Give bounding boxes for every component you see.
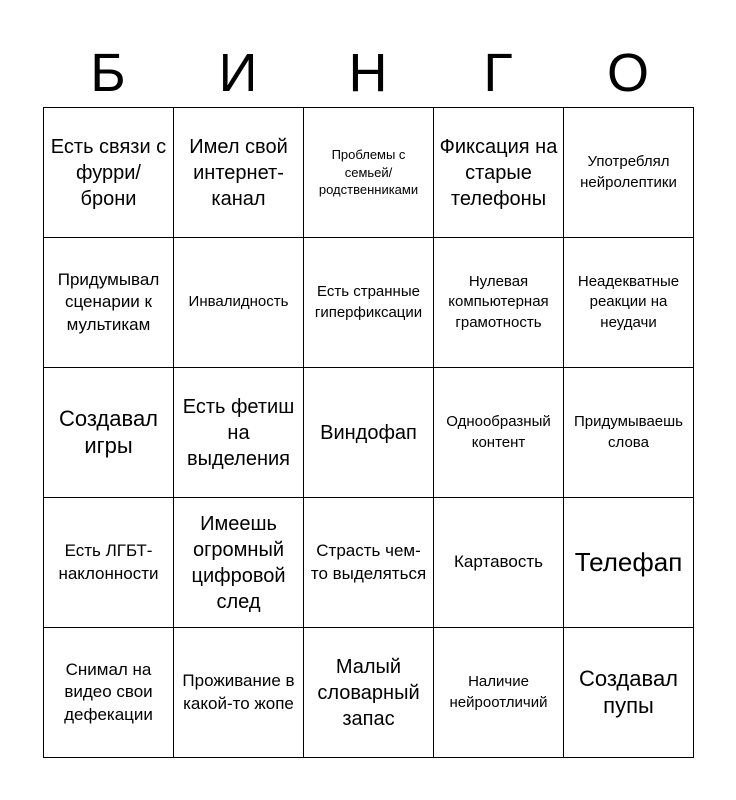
- bingo-cell-r3-c4[interactable]: [434, 368, 564, 498]
- bingo-cell-r1-c3[interactable]: [304, 108, 434, 238]
- bingo-title: [43, 40, 693, 106]
- cell-text: Инвалидность: [188, 293, 289, 311]
- bingo-cell-r2-c5[interactable]: [564, 238, 694, 368]
- cell-text: Есть связи с фурри/ брони: [50, 135, 167, 210]
- bingo-cell-r4-c4[interactable]: [434, 498, 564, 628]
- bingo-cell-r3-c3[interactable]: [304, 368, 434, 498]
- cell-text: Виндофап: [320, 421, 417, 444]
- bingo-cell-r2-c1[interactable]: [44, 238, 174, 368]
- cell-text: Снимал на видео свои дефекации: [64, 660, 153, 724]
- title-letter-o: О: [606, 43, 649, 103]
- cell-text: Придумываешь слова: [573, 413, 683, 451]
- bingo-cell-r5-c4[interactable]: [434, 628, 564, 758]
- title-letter-i: И: [218, 43, 258, 103]
- cell-text: Есть странные гиперфиксации: [314, 283, 423, 321]
- bingo-cell-r2-c4[interactable]: [434, 238, 564, 368]
- title-letter-g: Г: [483, 43, 513, 103]
- cell-text: Есть фетиш на выделения: [182, 395, 295, 470]
- cell-text: Проживание в какой-то жопе: [182, 671, 295, 713]
- cell-text: Придумывал сценарии к мультикам: [57, 270, 160, 334]
- cell-text: Однообразный контент: [446, 413, 551, 451]
- cell-text: Нулевая компьютерная грамотность: [448, 273, 549, 331]
- bingo-cell-r5-c1[interactable]: [44, 628, 174, 758]
- bingo-cell-r2-c3[interactable]: [304, 238, 434, 368]
- bingo-cell-r1-c5[interactable]: [564, 108, 694, 238]
- bingo-cell-r4-c1[interactable]: [44, 498, 174, 628]
- bingo-cell-r3-c1[interactable]: [44, 368, 174, 498]
- bingo-cell-r1-c1[interactable]: [44, 108, 174, 238]
- bingo-cell-r3-c5[interactable]: [564, 368, 694, 498]
- cell-text: Телефап: [574, 547, 683, 578]
- cell-text: Имеешь огромный цифровой след: [191, 512, 286, 613]
- bingo-cell-r2-c2[interactable]: [174, 238, 304, 368]
- title-letter-n: Н: [348, 43, 388, 103]
- bingo-cell-r3-c2[interactable]: [174, 368, 304, 498]
- bingo-cell-r1-c2[interactable]: [174, 108, 304, 238]
- cell-text: Создавал игры: [58, 406, 159, 458]
- cell-text: Картавость: [454, 552, 543, 572]
- bingo-cell-r1-c4[interactable]: [434, 108, 564, 238]
- cell-text: Малый словарный запас: [317, 655, 420, 730]
- bingo-cell-r4-c2[interactable]: [174, 498, 304, 628]
- bingo-cell-r4-c5[interactable]: [564, 498, 694, 628]
- bingo-grid: [43, 107, 694, 758]
- bingo-cell-r4-c3[interactable]: [304, 498, 434, 628]
- cell-text: Страсть чем-то выделяться: [310, 541, 427, 583]
- cell-text: Фиксация на старые телефоны: [439, 135, 558, 210]
- bingo-cell-r5-c5[interactable]: [564, 628, 694, 758]
- cell-text: Есть ЛГБТ-наклонности: [58, 541, 159, 583]
- cell-text: Создавал пупы: [578, 666, 679, 718]
- cell-text: Наличие нейроотличий: [449, 673, 548, 711]
- bingo-cell-r5-c3[interactable]: [304, 628, 434, 758]
- cell-text: Неадекватные реакции на неудачи: [577, 273, 680, 331]
- cell-text: Проблемы с семьей/ родственниками: [318, 147, 419, 198]
- cell-text: Имел свой интернет-канал: [189, 135, 288, 210]
- bingo-cell-r5-c2[interactable]: [174, 628, 304, 758]
- title-letter-b: Б: [90, 43, 126, 103]
- cell-text: Употреблял нейролептики: [580, 153, 677, 191]
